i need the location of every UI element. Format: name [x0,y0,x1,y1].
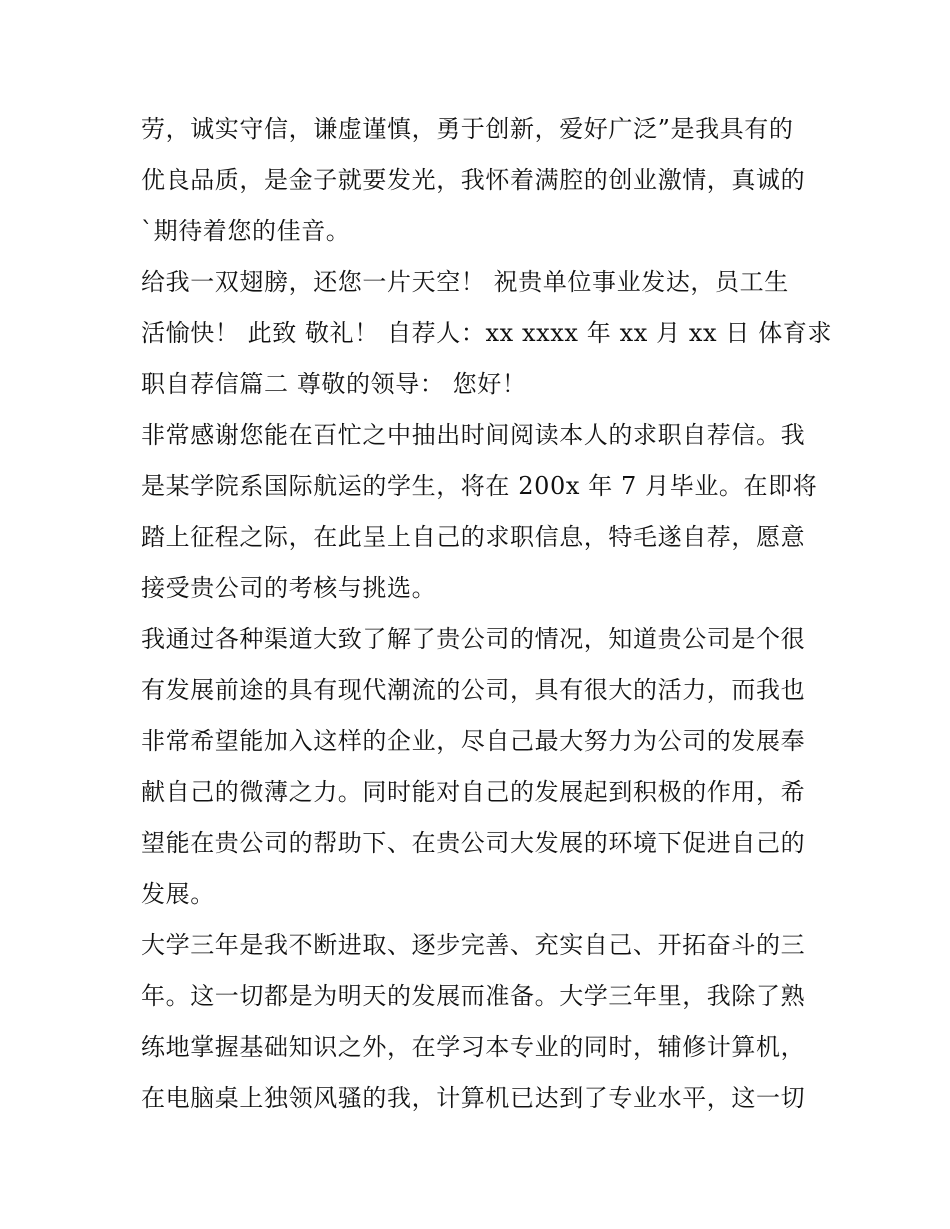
text-line: 我通过各种渠道大致了解了贵公司的情况，知道贵公司是个很 [141,625,806,653]
text-line: 活愉快！ 此致 敬礼！ 自荐人：xx xxxx 年 xx 月 xx 日 体育求 [141,319,833,347]
text-line: 是某学院系国际航运的学生，将在 200x 年 7 月毕业。在即将 [141,472,818,500]
text-line: 优良品质，是金子就要发光，我怀着满腔的创业激情，真诚的 [141,166,806,194]
text-line: 非常希望能加入这样的企业，尽自己最大努力为公司的发展奉 [141,727,806,755]
text-line: 给我一双翅膀，还您一片天空！ 祝贵单位事业发达，员工生 [141,268,789,296]
text-line: 望能在贵公司的帮助下、在贵公司大发展的环境下促进自己的 [141,829,806,857]
paragraph-3 [141,410,821,614]
text-line: 大学三年是我不断进取、逐步完善、充实自己、开拓奋斗的三 [141,931,806,959]
text-line: `期待着您的佳音。 [141,217,351,245]
paragraph-5 [141,920,821,1124]
text-line: 发展。 [141,880,215,908]
text-line: 在电脑桌上独领风骚的我，计算机已达到了专业水平，这一切 [141,1084,806,1112]
document-body [141,104,833,1124]
paragraph-2 [141,257,833,410]
text-line: 接受贵公司的考核与挑选。 [141,574,437,602]
text-line: 踏上征程之际，在此呈上自己的求职信息，特毛遂自荐，愿意 [141,523,806,551]
text-line: 年。这一切都是为明天的发展而准备。大学三年里，我除了熟 [141,982,806,1010]
text-line: 有发展前途的具有现代潮流的公司，具有很大的活力，而我也 [141,676,806,704]
text-line: 职自荐信篇二 尊敬的领导： 您好！ [141,370,527,398]
text-line: 劳，诚实守信，谦虚谨慎，勇于创新，爱好广泛”是我具有的 [141,115,794,143]
paragraph-1 [141,104,821,257]
text-line: 献自己的微薄之力。同时能对自己的发展起到积极的作用，希 [141,778,806,806]
text-line: 非常感谢您能在百忙之中抽出时间阅读本人的求职自荐信。我 [141,421,806,449]
paragraph-4 [141,614,821,920]
text-line: 练地掌握基础知识之外，在学习本专业的同时，辅修计算机， [141,1033,806,1061]
